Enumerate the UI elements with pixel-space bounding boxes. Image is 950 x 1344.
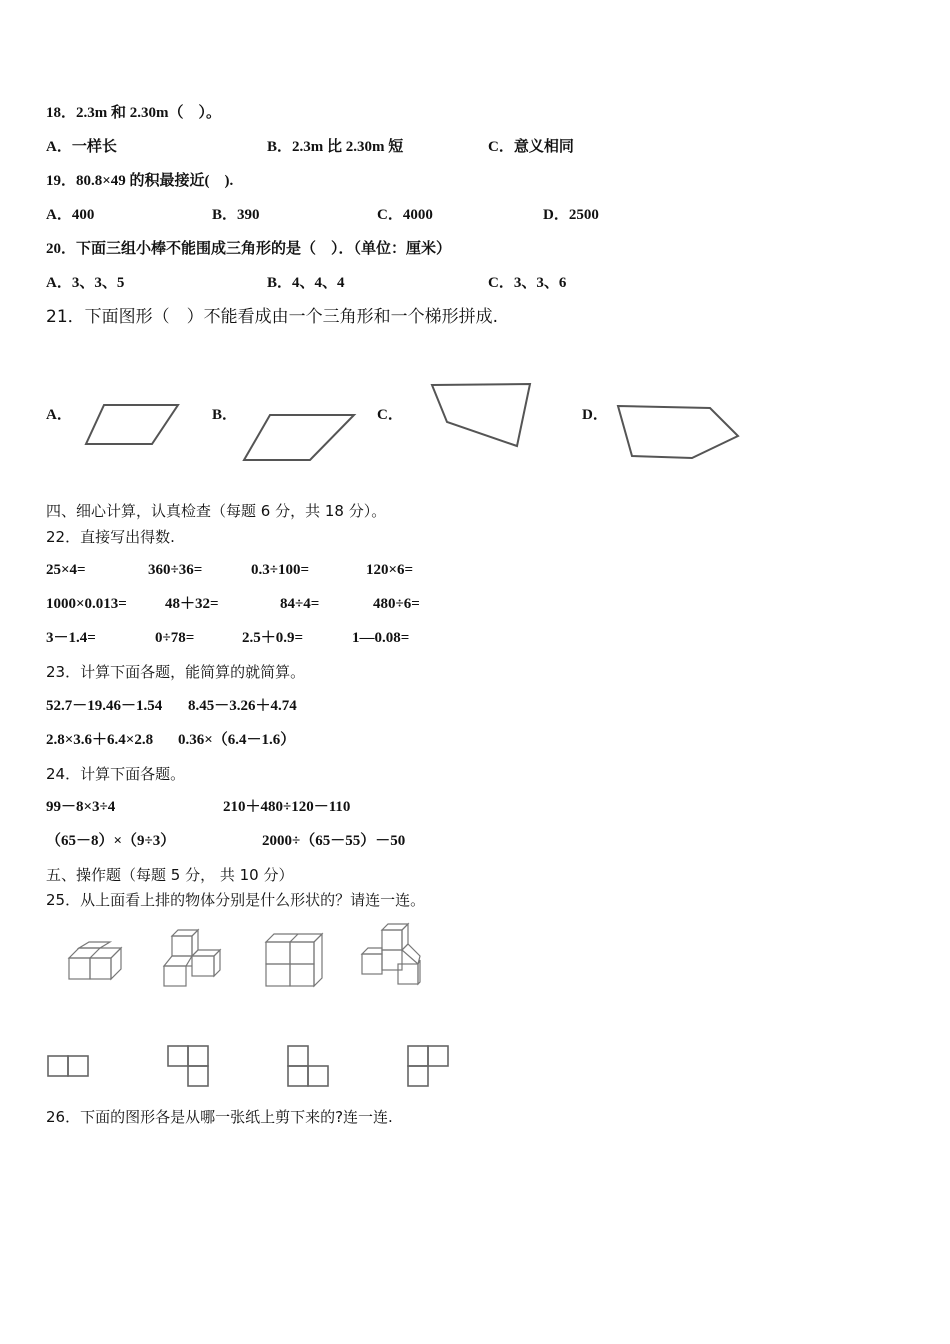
- q18-option-c: C．意义相同: [488, 139, 574, 155]
- q25-cube-stack-1: [66, 940, 126, 986]
- q25-cube-stack-3: [262, 930, 324, 988]
- q25-view-1: [46, 1054, 92, 1080]
- q22-r2-c4: 480÷6=: [373, 596, 420, 612]
- q19-option-b: B．390: [212, 207, 260, 223]
- q22-r2-c3: 84÷4=: [280, 596, 320, 612]
- q25-cube-stack-2: [162, 928, 228, 990]
- q25-view-2: [166, 1044, 212, 1090]
- q24-r1-c2: 210＋480÷120－110: [223, 799, 351, 815]
- q23-r2-c2: 0.36×（6.4－1.6）: [178, 732, 296, 748]
- section-5-title: 五、操作题（每题 5 分， 共 10 分）: [46, 866, 294, 884]
- q22-r3-c4: 1—0.08=: [352, 630, 410, 646]
- q24-r2-c2: 2000÷（65－55）－50: [262, 833, 406, 849]
- q22-r1-c3: 0.3÷100=: [251, 562, 310, 578]
- q21-option-b-label: B．: [212, 407, 238, 423]
- q20-option-a: A．3、3、5: [46, 275, 125, 291]
- q22-r1-c4: 120×6=: [366, 562, 414, 578]
- q22-r3-c2: 0÷78=: [155, 630, 195, 646]
- q20-stem: 20．下面三组小棒不能围成三角形的是（ ）．（单位：厘米）: [46, 241, 452, 257]
- q20-option-b: B．4、4、4: [267, 275, 345, 291]
- q19-option-a: A．400: [46, 207, 95, 223]
- q19-stem: 19．80.8×49 的积最接近( ).: [46, 173, 234, 189]
- q24-r2-c1: （65－8）×（9÷3）: [46, 833, 176, 849]
- q21-stem: 21．下面图形（ ）不能看成由一个三角形和一个梯形拼成.: [46, 307, 499, 327]
- q21-shape-d-pentagon: [612, 398, 747, 464]
- q22-r2-c2: 48＋32=: [165, 596, 219, 612]
- q21-option-c-label: C．: [377, 407, 403, 423]
- q21-option-a-label: A．: [46, 407, 72, 423]
- q21-shape-b-parallelogram: [240, 410, 360, 466]
- q25-view-4: [406, 1044, 452, 1090]
- q24-r1-c1: 99－8×3÷4: [46, 799, 116, 815]
- q21-shape-c-quadrilateral: [425, 378, 540, 453]
- q22-stem: 22．直接写出得数.: [46, 528, 175, 546]
- q23-r2-c1: 2.8×3.6＋6.4×2.8: [46, 732, 154, 748]
- q18-option-a: A．一样长: [46, 139, 117, 155]
- q21-option-d-label: D．: [582, 407, 608, 423]
- q26-stem: 26．下面的图形各是从哪一张纸上剪下来的?连一连.: [46, 1108, 393, 1126]
- q25-view-3: [286, 1044, 332, 1090]
- q19-option-d: D．2500: [543, 207, 599, 223]
- q19-option-c: C．4000: [377, 207, 433, 223]
- q18-option-b: B．2.3m 比 2.30m 短: [267, 139, 404, 155]
- q24-stem: 24．计算下面各题。: [46, 765, 186, 783]
- q23-r1-c2: 8.45－3.26＋4.74: [188, 698, 297, 714]
- q23-r1-c1: 52.7－19.46－1.54: [46, 698, 163, 714]
- q22-r2-c1: 1000×0.013=: [46, 596, 127, 612]
- q18-stem: 18．2.3m 和 2.30m（ ）。: [46, 105, 221, 121]
- q21-shape-a-parallelogram: [80, 400, 190, 450]
- q20-option-c: C．3、3、6: [488, 275, 567, 291]
- q25-stem: 25．从上面看上排的物体分别是什么形状的？请连一连。: [46, 891, 426, 909]
- q22-r1-c1: 25×4=: [46, 562, 86, 578]
- q22-r3-c3: 2.5＋0.9=: [242, 630, 304, 646]
- section-4-title: 四、细心计算，认真检查（每题 6 分，共 18 分）。: [46, 502, 387, 520]
- q25-cube-stack-4: [358, 920, 426, 988]
- q23-stem: 23．计算下面各题，能简算的就简算。: [46, 663, 306, 681]
- q22-r3-c1: 3－1.4=: [46, 630, 96, 646]
- q22-r1-c2: 360÷36=: [148, 562, 203, 578]
